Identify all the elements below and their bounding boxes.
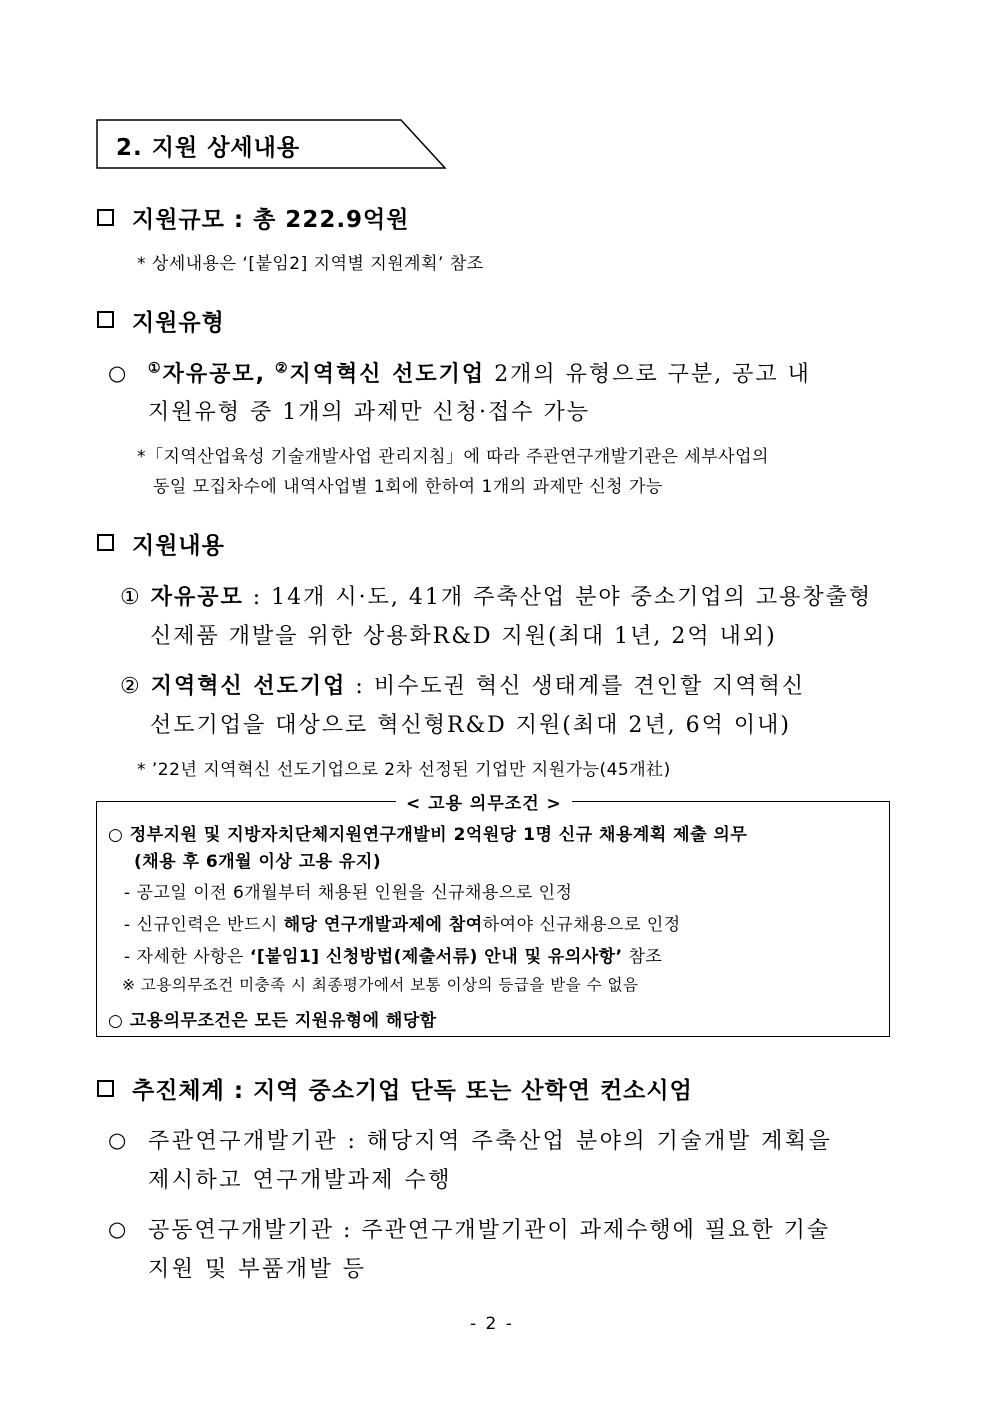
content-note: * ’22년 지역혁신 선도기업으로 2차 선정된 기업만 지원가능(45개社) [137,760,671,780]
type-regional-innovator: 지역혁신 선도기업 [289,362,486,387]
types-line1-rest: 2개의 유형으로 구분, 공고 내 [494,362,811,387]
obligation-bullet2: ○ 고용의무조건은 모든 지원유형에 해당함 [108,1011,437,1031]
circled-one-icon: ① [148,360,163,377]
types-line1 [148,357,811,388]
circled-one-icon: ① [120,585,142,610]
types-note-line1: *「지역산업육성 기술개발사업 관리지침」에 따라 주관연구개발기관은 세부사업의 [137,447,769,467]
types-line2: 지원유형 중 1개의 과제만 신청·접수 가능 [148,400,590,425]
bullet-circle-icon: ○ [108,1217,127,1241]
system-b1-line1: 주관연구개발기관 : 해당지역 주축산업 분야의 기술개발 계획을 [148,1129,833,1154]
checkbox-square-icon [97,534,114,551]
obligation-dash3-bold: ‘[붙임1] 신청방법(제출서류) 안내 및 유의사항’ [249,947,623,967]
bullet-circle-icon: ○ [108,361,127,385]
section-title: 2. 지원 상세내용 [116,135,301,161]
checkbox-square-icon [97,209,114,226]
content-item1-rest: : 14개 시·도, 41개 주축산업 분야 중소기업의 고용창출형 [252,585,873,610]
obligation-bullet1-line2: (채용 후 6개월 이상 고용 유지) [134,852,382,872]
content-item2-line1 [120,669,805,700]
obligation-dash2 [124,910,681,935]
content-item2-rest: : 비수도권 혁신 생태계를 견인할 지역혁신 [355,674,806,699]
system-heading: 추진체계 : 지역 중소기업 단독 또는 산학연 컨소시엄 [132,1078,693,1104]
checkbox-square-icon [97,1080,114,1097]
obligation-bullet1-line1: ○ 정부지원 및 지방자치단체지원연구개발비 2억원당 1명 신규 채용계획 제출 의무 [108,825,748,845]
content-item1-line1 [120,580,872,611]
system-b2-line2: 지원 및 부품개발 등 [148,1257,367,1282]
obligation-dash2-pre: - 신규인력은 반드시 [124,915,284,935]
system-b1-line2: 제시하고 연구개발과제 수행 [148,1168,453,1193]
bullet-circle-icon: ○ [108,1128,127,1152]
scale-note: * 상세내용은 ‘[붙임2] 지역별 지원계획’ 참조 [137,254,484,274]
content-item2-title: 지역혁신 선도기업 [150,674,347,699]
obligation-dash3-post: 참조 [622,947,663,967]
type-free-proposal: 자유공모, [162,362,266,387]
obligation-dash3-pre: - 자세한 사항은 [124,947,250,967]
types-heading: 지원유형 [132,310,225,336]
obligation-dash3 [124,942,662,967]
obligation-ref-note: ※ 고용의무조건 미충족 시 최종평가에서 보통 이상의 등급을 받을 수 없음 [122,976,639,994]
scale-heading: 지원규모 : 총 222.9억원 [132,207,410,233]
circled-two-icon: ② [274,360,290,377]
obligation-dash2-post: 하여야 신규채용으로 인정 [482,915,681,935]
circled-two-icon: ② [120,674,142,699]
obligation-dash1: - 공고일 이전 6개월부터 채용된 인원을 신규채용으로 인정 [124,883,573,903]
content-heading: 지원내용 [132,533,225,559]
content-item2-line2: 선도기업을 대상으로 혁신형R&D 지원(최대 2년, 6억 이내) [150,713,791,738]
checkbox-square-icon [97,311,114,328]
content-item1-title: 자유공모 [150,585,244,610]
section-header [96,119,448,169]
obligation-dash2-bold: 해당 연구개발과제에 참여 [283,915,483,935]
content-item1-line2: 신제품 개발을 위한 상용화R&D 지원(최대 1년, 2억 내외) [150,624,777,649]
obligation-box-title: < 고용 의무조건 > [396,789,572,814]
types-note-line2: 동일 모집차수에 내역사업별 1회에 한하여 1개의 과제만 신청 가능 [153,477,663,497]
system-b2-line1: 공동연구개발기관 : 주관연구개발기관이 과제수행에 필요한 기술 [148,1218,831,1243]
page-number: - 2 - [470,1314,514,1334]
